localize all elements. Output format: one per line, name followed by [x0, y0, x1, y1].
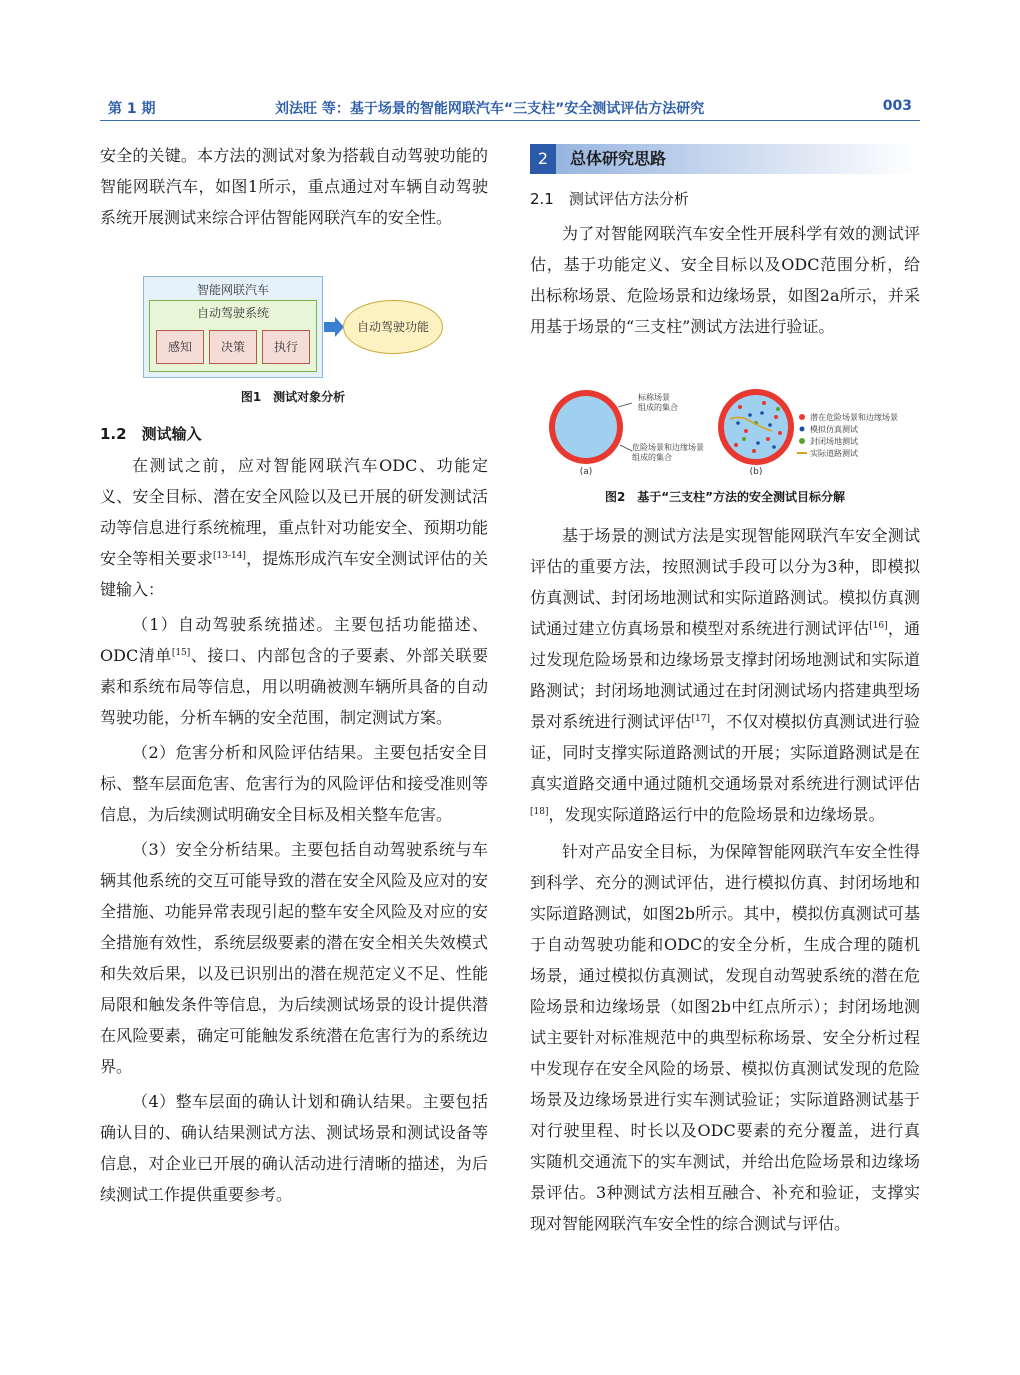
- section-heading-1-2: 1.2 测试输入: [100, 425, 202, 443]
- module-execution: 执行: [262, 330, 310, 364]
- citation: [13-14]: [212, 551, 246, 561]
- legend-item: 模拟仿真测试: [810, 425, 858, 434]
- citation: [16]: [869, 621, 888, 631]
- paragraph: 在测试之前，应对智能网联汽车ODC、功能定义、安全目标、潜在安全风险以及已开展的研发测试活动等信息进行系统梳理，重点针对功能安全、预期功能安全等相关要求[13-14]，提炼形成汽车安全测试评估的关键输入：: [100, 456, 488, 599]
- citation: [17]: [691, 714, 710, 724]
- citation: [15]: [171, 648, 191, 658]
- left-column-body: [100, 422, 488, 1210]
- right-column-body: [530, 520, 920, 1239]
- figure-2: [540, 385, 920, 480]
- running-title: 刘法旺 等：基于场景的智能网联汽车“三支柱”安全测试评估方法研究: [275, 101, 705, 117]
- paragraph: （1）自动驾驶系统描述。主要包括功能描述、ODC清单[15]、接口、内部包含的子要素、外部关联要素和系统布局等信息，用以明确被测车辆所具备的自动驾驶功能，分析车辆的安全范围，制定测试方案。: [100, 615, 488, 727]
- section-title: 总体研究思路: [570, 149, 667, 168]
- ads-label: 自动驾驶系统: [196, 306, 269, 320]
- section-heading-2-1: 2.1 测试评估方法分析: [530, 190, 689, 208]
- annotation-nominal: 标称场景 组成的集合: [638, 393, 678, 412]
- paragraph: 安全的关键。本方法的测试对象为搭载自动驾驶功能的智能网联汽车，如图1所示，重点通过对车辆自动驾驶系统开展测试来综合评估智能网联汽车的安全性。: [100, 146, 488, 227]
- vehicle-label: 智能网联汽车: [196, 283, 269, 297]
- issue-number: 第 1 期: [108, 101, 156, 117]
- legend-item: 实际道路测试: [810, 449, 858, 458]
- module-decision: 决策: [209, 330, 257, 364]
- right-column-top: [530, 186, 920, 342]
- label-b: (b): [749, 467, 763, 477]
- arrow-right-icon: [323, 316, 345, 338]
- module-perception: 感知: [156, 330, 204, 364]
- section-number: 2: [530, 144, 556, 174]
- legend-item: 潜在危险场景和边缘场景: [810, 413, 898, 422]
- citation: [18]: [530, 807, 549, 817]
- paragraph: 基于场景的测试方法是实现智能网联汽车安全测试评估的重要方法，按照测试手段可以分为3种，即模拟仿真测试、封闭场地测试和实际道路测试。模拟仿真测试通过建立仿真场景和模型对系统进行测试评估[16]，通过发现危险场景和边缘场景支撑封闭场地测试和实际道路测试；封闭场地测试通过在封闭测试场内搭建典型场景对系统进行测试评估[17]，不仅对模拟仿真测试进行验证，同时支撑实际道路测试的开展；实际道路测试是在真实道路交通中通过随机交通场景对系统进行测试评估[18]，发现实际道路运行中的危险场景和边缘场景。: [530, 526, 920, 824]
- running-header: [100, 96, 920, 121]
- ads-function-ellipse: 自动驾驶功能: [343, 300, 443, 354]
- paragraph: 针对产品安全目标，为保障智能网联汽车安全性得到科学、充分的测试评估，进行模拟仿真、封闭场地和实际道路测试，如图2b所示。其中，模拟仿真测试可基于自动驾驶功能和ODC的安全分析，生成合理的随机场景，通过模拟仿真测试，发现自动驾驶系统的潜在危险场景和边缘场景（如图2b中红点所示）；封闭场地测试主要针对标准规范中的典型标称场景、安全分析过程中发现存在安全风险的场景、模拟仿真测试发现的危险场景及边缘场景进行实车测试验证；实际道路测试基于对行驶里程、时长以及ODC要素的充分覆盖，进行真实随机交通流下的实车测试，并给出危险场景和边缘场景评估。3种测试方法相互融合、补充和验证，支撑实现对智能网联汽车安全性的综合测试与评估。: [530, 842, 920, 1233]
- figure-1: [143, 276, 443, 378]
- left-column-top: [100, 140, 488, 233]
- annotation-hazard: 危险场景和边缘场景 组成的集合: [632, 443, 704, 462]
- legend: [810, 412, 920, 460]
- paragraph: （3）安全分析结果。主要包括自动驾驶系统与车辆其他系统的交互可能导致的潜在安全风险及应对的安全措施、功能异常表现引起的整车安全风险及对应的安全措施有效性，系统层级要素的潜在安全相关失效模式和失效后果，以及已识别出的潜在规范定义不足、性能局限和触发条件等信息，为后续测试场景的设计提供潜在风险要素，确定可能触发系统潜在危害行为的系统边界。: [100, 840, 488, 1076]
- page-number: 003: [882, 98, 912, 114]
- label-a: (a): [579, 467, 593, 477]
- paragraph: （4）整车层面的确认计划和确认结果。主要包括确认目的、确认结果测试方法、测试场景和测试设备等信息，对企业已开展的确认活动进行清晰的描述，为后续测试工作提供重要参考。: [100, 1092, 488, 1204]
- paragraph: （2）危害分析和风险评估结果。主要包括安全目标、整车层面危害、危害行为的风险评估和接受准则等信息，为后续测试明确安全目标及相关整车危害。: [100, 743, 488, 824]
- figure-2-caption: 图2 基于“三支柱”方法的安全测试目标分解: [604, 490, 846, 504]
- figure-1-caption: 图1 测试对象分析: [240, 390, 346, 404]
- legend-item: 封闭场地测试: [810, 437, 858, 446]
- paragraph: 为了对智能网联汽车安全性开展科学有效的测试评估，基于功能定义、安全目标以及ODC范围分析，给出标称场景、危险场景和边缘场景，如图2a所示，并采用基于场景的“三支柱”测试方法进行验证。: [530, 224, 920, 336]
- section-heading-2: [530, 144, 918, 174]
